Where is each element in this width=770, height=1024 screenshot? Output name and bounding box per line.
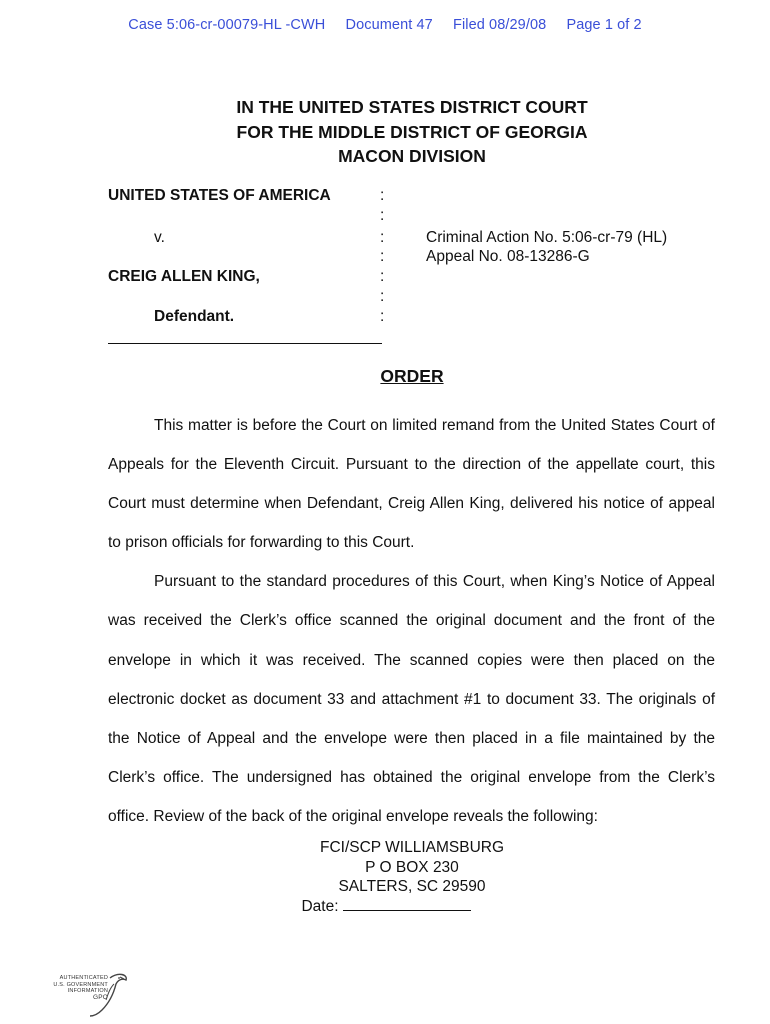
date-label: Date: [301,897,339,915]
address-date-row [0,897,770,917]
caption-colon: : [380,288,385,305]
gpo-eagle-icon [40,970,132,1020]
defendant-role: Defendant. [154,308,235,325]
court-title-line2: FOR THE MIDDLE DISTRICT OF GEORGIA [236,121,588,142]
order-title: ORDER [380,366,444,386]
caption-colon: : [380,308,385,325]
case-caption [0,0,770,360]
plaintiff-name: UNITED STATES OF AMERICA [108,187,331,204]
date-blank-line [343,898,471,911]
address-line3: SALTERS, SC 29590 [338,878,486,896]
seal-text-line: INFORMATION [67,988,108,994]
address-line1: FCI/SCP WILLIAMSBURG [319,839,505,856]
document-number: Document 47 [345,17,433,33]
caption-colon: : [380,248,385,265]
appeal-number: Appeal No. 08-13286-G [426,248,590,265]
filed-date: Filed 08/29/08 [452,17,547,33]
court-title-line1: IN THE UNITED STATES DISTRICT COURT [236,97,588,117]
page-number: Page 1 of 2 [566,17,642,33]
caption-colon: : [380,229,385,246]
seal-text-line: AUTHENTICATED [59,975,108,981]
seal-text-line: U.S. GOVERNMENT [53,981,108,988]
caption-colon: : [380,187,385,204]
caption-colon: : [380,207,385,224]
case-number: Case 5:06-cr-00079-HL -CWH [128,17,326,33]
criminal-action-number: Criminal Action No. 5:06-cr-79 (HL) [426,229,668,246]
return-address [0,838,770,916]
order-paragraph: Pursuant to the standard procedures of this Court, when King’s Notice of Appeal was received the Clerk’s office scanned the original document and the front of the envelope in which it was received. The scanned copies were then placed on the electronic docket as document 33 and attachment #1 to document 33. The originals of the Notice of Appeal and the envelope were then placed in a file maintained by the Clerk’s office. The undersigned has obtained the original envelope from the Clerk’s office. Review of the back of the original envelope reveals the following: [108,573,715,825]
order-body [108,406,715,836]
caption-divider [108,343,382,344]
address-line2: P O BOX 230 [365,858,459,876]
defendant-name: CREIG ALLEN KING, [108,268,260,285]
seal-text-line: GPO [92,993,108,1001]
court-title-line3: MACON DIVISION [338,146,486,166]
order-paragraph: This matter is before the Court on limited remand from the United States Court of Appeals for the Eleventh Circuit. Pursuant to the direction of the appellate court, this Court must determine when Defendant, Creig Allen King, delivered his notice of appeal to prison officials for forwarding to this Court. [108,417,715,552]
versus: v. [154,229,165,246]
caption-colon: : [380,268,385,285]
